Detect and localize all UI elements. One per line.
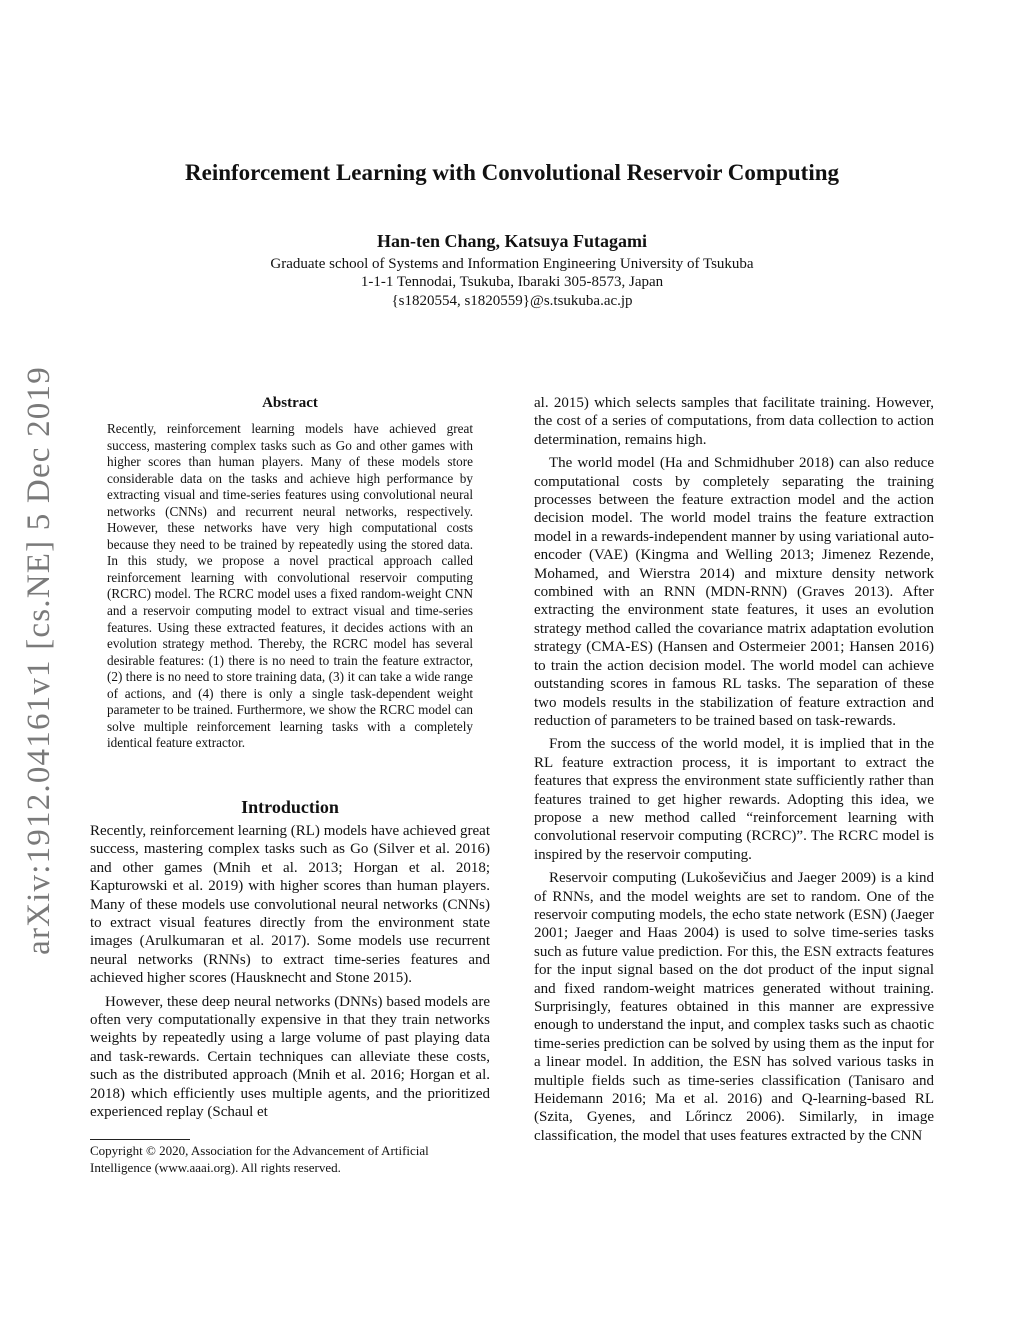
copyright-footnote: Copyright © 2020, Association for the Advancement of Artificial Intelligence (www.aaai.org). All rights reserved. [90,1143,429,1175]
paper-authors: Han-ten Chang, Katsuya Futagami [376,231,648,251]
paper-title: Reinforcement Learning with Convolutional Reservoir Computing [185,160,839,185]
introduction-paragraph: However, these deep neural networks (DNNs) based models are often very computationally expensive in that they train networks weights by repeatedly using a large volume of past playing data and task-rewards. Certain techniques can alleviate these costs, such as the distributed approach (Mnih et al. 2016; Horgan et al. 2018) which efficiently uses multiple agents, and the prioritized experienced replay (Schaul et [90,993,490,1121]
body-paragraph: Reservoir computing (Lukoševičius and Jaeger 2009) is a kind of RNNs, and the model weights are set to random. One of the reservoir computing models, the echo state network (ESN) (Jaeger 2001; Jaeger and Haas 2004) is used to solve time-series tasks such as future value prediction. For this, the ESN extracts features for the input signal based on the dot product of the input signal and fixed random-weight matrices generated without training. Surprisingly, features obtained in this manner are expressive enough to understand the input, and complex tasks such as chaotic time-series prediction can be solved by using them as the input for a linear model. In addition, the ESN has solved various tasks in multiple fields such as time-series classification (Tanisaro and Heidemann 2016; Ma et al. 2016) and Q-learning-based RL (Szita, Gyenes, and Lőrincz 2006). Similarly, in image classification, the model that uses features extracted by the CNN [534,870,934,1144]
arxiv-identifier-stamp [16,360,62,960]
abstract-text: Recently, reinforcement learning models have achieved great success, mastering complex tasks such as Go and other games with higher scores than human players. Many of these models store considerable data on the tasks and achieve high performance by extracting visual and time-series features using convolutional neural networks (CNNs) and recurrent neural networks, respectively. However, these networks have very high computational costs because they need to be trained by repeatedly using the stored data. In this study, we propose a novel practical approach called reinforcement learning with convolutional reservoir computing (RCRC) model. The RCRC model uses a fixed random-weight CNN and a reservoir computing model to extract visual and time-series features. Using these extracted features, it decides actions with an evolution strategy method. Thereby, the RCRC model has several desirable features: (1) there is no need to train the feature extractor, (2) there is no need to store training data, (3) it can take a wide range of actions, and (4) there is only a single task-dependent weight parameter to be trained. Furthermore, we show the RCRC model can solve multiple reinforcement learning tasks with a completely identical feature extractor. [107,421,473,751]
affiliation-email: {s1820554, s1820559}@s.tsukuba.ac.jp [391,293,633,309]
body-paragraph: al. 2015) which selects samples that facilitate training. However, the cost of a series of computations, from data collection to action determination, remains high. [534,395,934,448]
introduction-paragraph: Recently, reinforcement learning (RL) models have achieved great success, mastering complex tasks such as Go (Silver et al. 2016) and other games (Mnih et al. 2013; Horgan et al. 2018; Kapturowski et al. 2019) with higher scores than human players. Many of these models use convolutional neural networks (CNNs) to extract visual features directly from the environment state images (Arulkumaran et al. 2017). Some models use recurrent neural networks (RNNs) to extract time-series features and achieved higher scores (Hausknecht and Stone 2015). [90,823,490,987]
abstract-heading: Abstract [262,395,318,411]
body-paragraph: From the success of the world model, it is implied that in the RL feature extraction process, it is important to extract the features that express the environment state sufficiently rather than features trained to get higher rewards. Adopting this idea, we propose a new method called “reinforcement learning with convolutional reservoir computing (RCRC)”. The RCRC model is inspired by the reservoir computing. [534,736,934,863]
body-paragraph: The world model (Ha and Schmidhuber 2018) can also reduce computational costs by completely separating the training processes between the feature extraction model and the action decision model. The world model trains the feature extraction model in a rewards-independent manner by using variational auto-encoder (VAE) (Kingma and Welling 2013; Jimenez Rezende, Mohamed, and Wierstra 2014) and mixture density network combined with an RNN (MDN-RNN) (Graves 2013). After extracting the environment state features, it uses an evolution strategy method called the covariance matrix adaptation evolution strategy (CMA-ES) (Hansen and Ostermeier 2001; Hansen 2016) to train the action decision model. The world model can achieve outstanding scores in famous RL tasks. The separation of these two models results in the stabilization of feature extraction and reduction of parameters to be trained based on task-rewards. [534,455,934,729]
abstract-body [107,421,473,752]
footnote-divider [90,1139,190,1140]
introduction-body [90,822,490,1122]
right-column-body [534,394,934,1145]
introduction-heading: Introduction [241,797,339,817]
affiliation-institution: Graduate school of Systems and Information Engineering University of Tsukuba [270,256,754,272]
affiliation-address: 1-1-1 Tennodai, Tsukuba, Ibaraki 305-8573, Japan [360,274,664,290]
arxiv-identifier-text: arXiv:1912.04161v1 [cs.NE] 5 Dec 2019 [20,365,57,955]
